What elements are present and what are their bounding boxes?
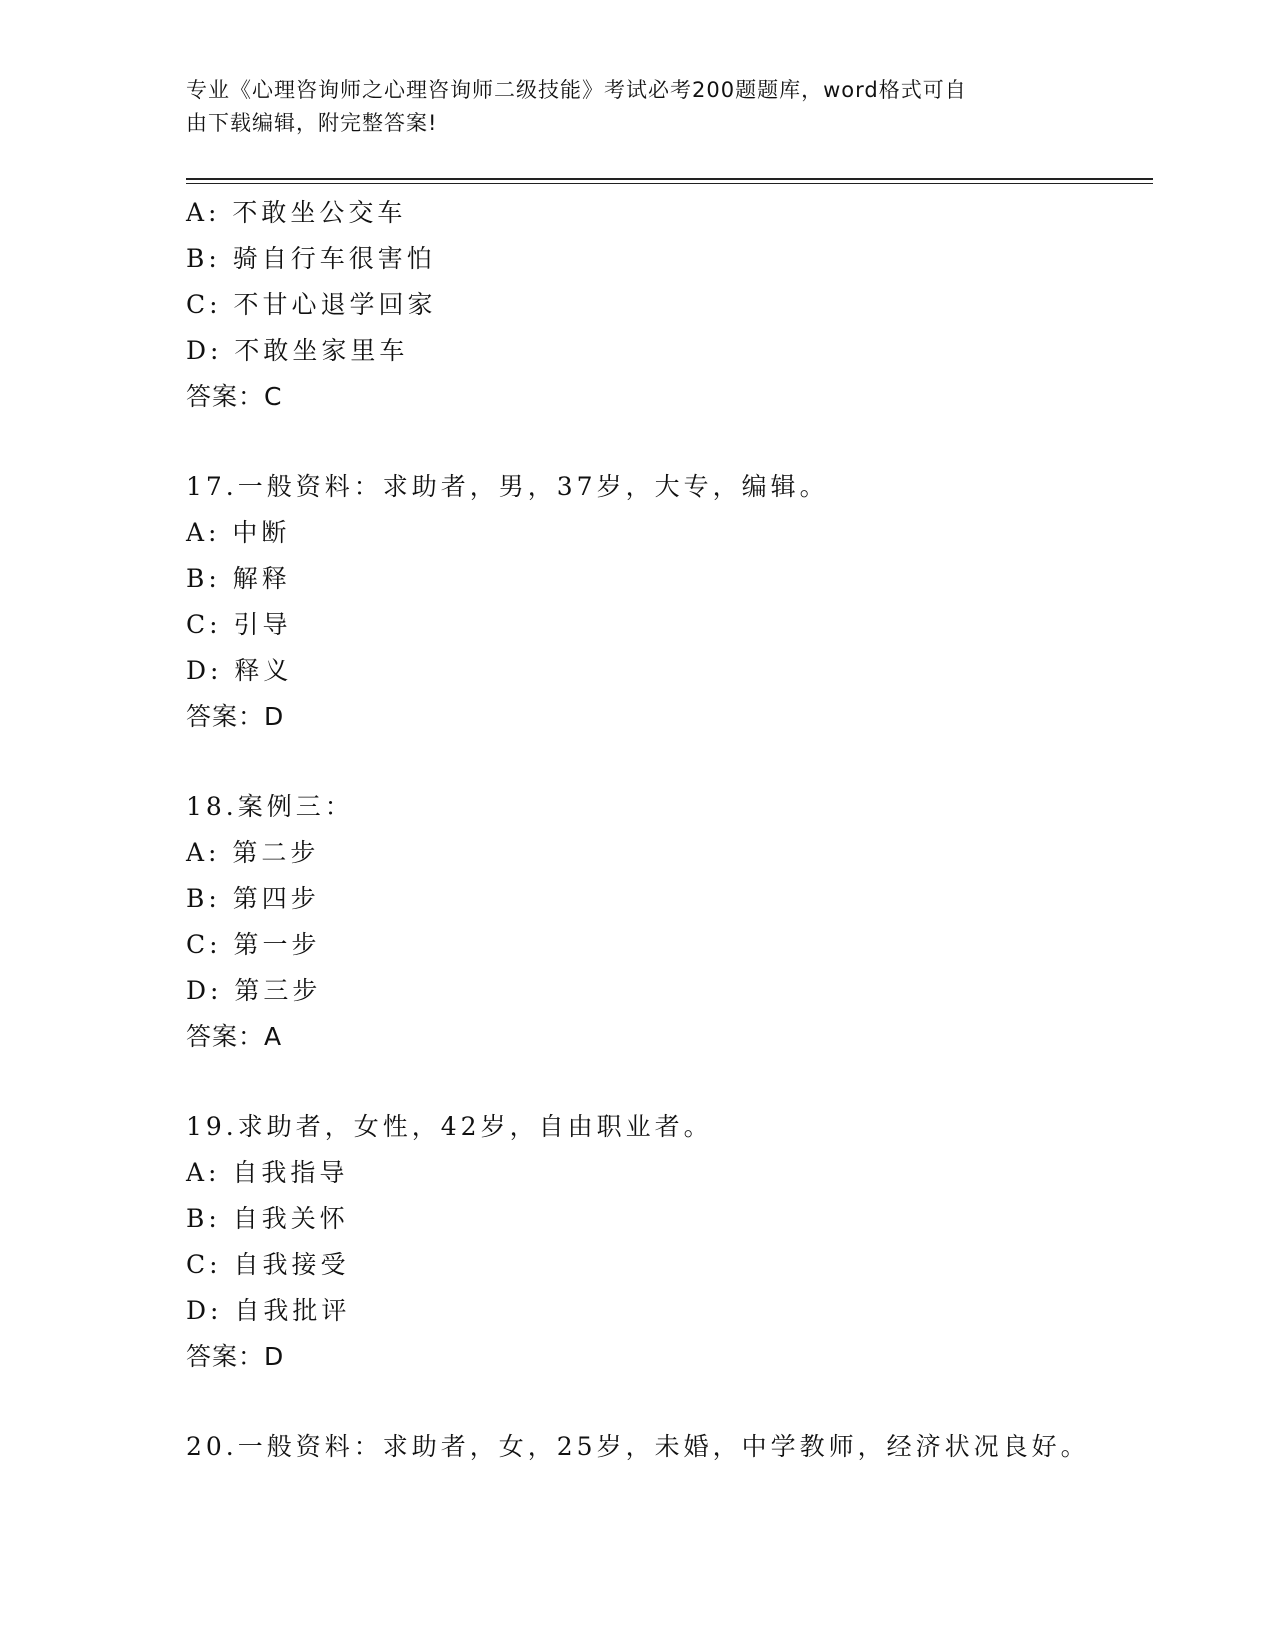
option-d: D: 不敢坐家里车: [186, 336, 409, 365]
question-block-20: [186, 1424, 1146, 1470]
header-line-2: 由下载编辑，附完整答案!: [186, 111, 438, 135]
question-block-17: [186, 464, 1146, 740]
option-d: D: 释义: [186, 656, 293, 685]
option-a: A: 中断: [186, 518, 291, 547]
question-stem: 17.一般资料：求助者，男，37岁，大专，编辑。: [186, 472, 829, 501]
option-b: B: 解释: [186, 564, 291, 593]
document-header: [186, 74, 1066, 140]
option-b: B: 第四步: [186, 884, 320, 913]
option-c: C: 自我接受: [186, 1250, 350, 1279]
question-stem: 19.求助者，女性，42岁，自由职业者。: [186, 1112, 713, 1141]
answer-line: 答案：A: [186, 1022, 283, 1051]
answer-line: 答案：C: [186, 382, 283, 411]
question-stem: 18.案例三：: [186, 792, 354, 821]
option-c: C: 不甘心退学回家: [186, 290, 437, 319]
question-list: [186, 190, 1146, 1514]
question-stem: 20.一般资料：求助者，女，25岁，未婚，中学教师，经济状况良好。: [186, 1432, 1090, 1461]
option-c: C: 引导: [186, 610, 292, 639]
header-line-1: 专业《心理咨询师之心理咨询师二级技能》考试必考200题题库，word格式可自: [186, 78, 967, 102]
answer-line: 答案：D: [186, 1342, 285, 1371]
header-divider-thick: [186, 178, 1153, 180]
option-d: D: 第三步: [186, 976, 322, 1005]
option-c: C: 第一步: [186, 930, 321, 959]
answer-line: 答案：D: [186, 702, 285, 731]
header-divider-thin: [186, 183, 1153, 184]
option-a: A: 不敢坐公交车: [186, 198, 407, 227]
option-d: D: 自我批评: [186, 1296, 351, 1325]
option-a: A: 自我指导: [186, 1158, 349, 1187]
option-b: B: 自我关怀: [186, 1204, 349, 1233]
question-block-18: [186, 784, 1146, 1060]
option-b: B: 骑自行车很害怕: [186, 244, 436, 273]
question-block-16: [186, 190, 1146, 420]
option-a: A: 第二步: [186, 838, 320, 867]
question-block-19: [186, 1104, 1146, 1380]
